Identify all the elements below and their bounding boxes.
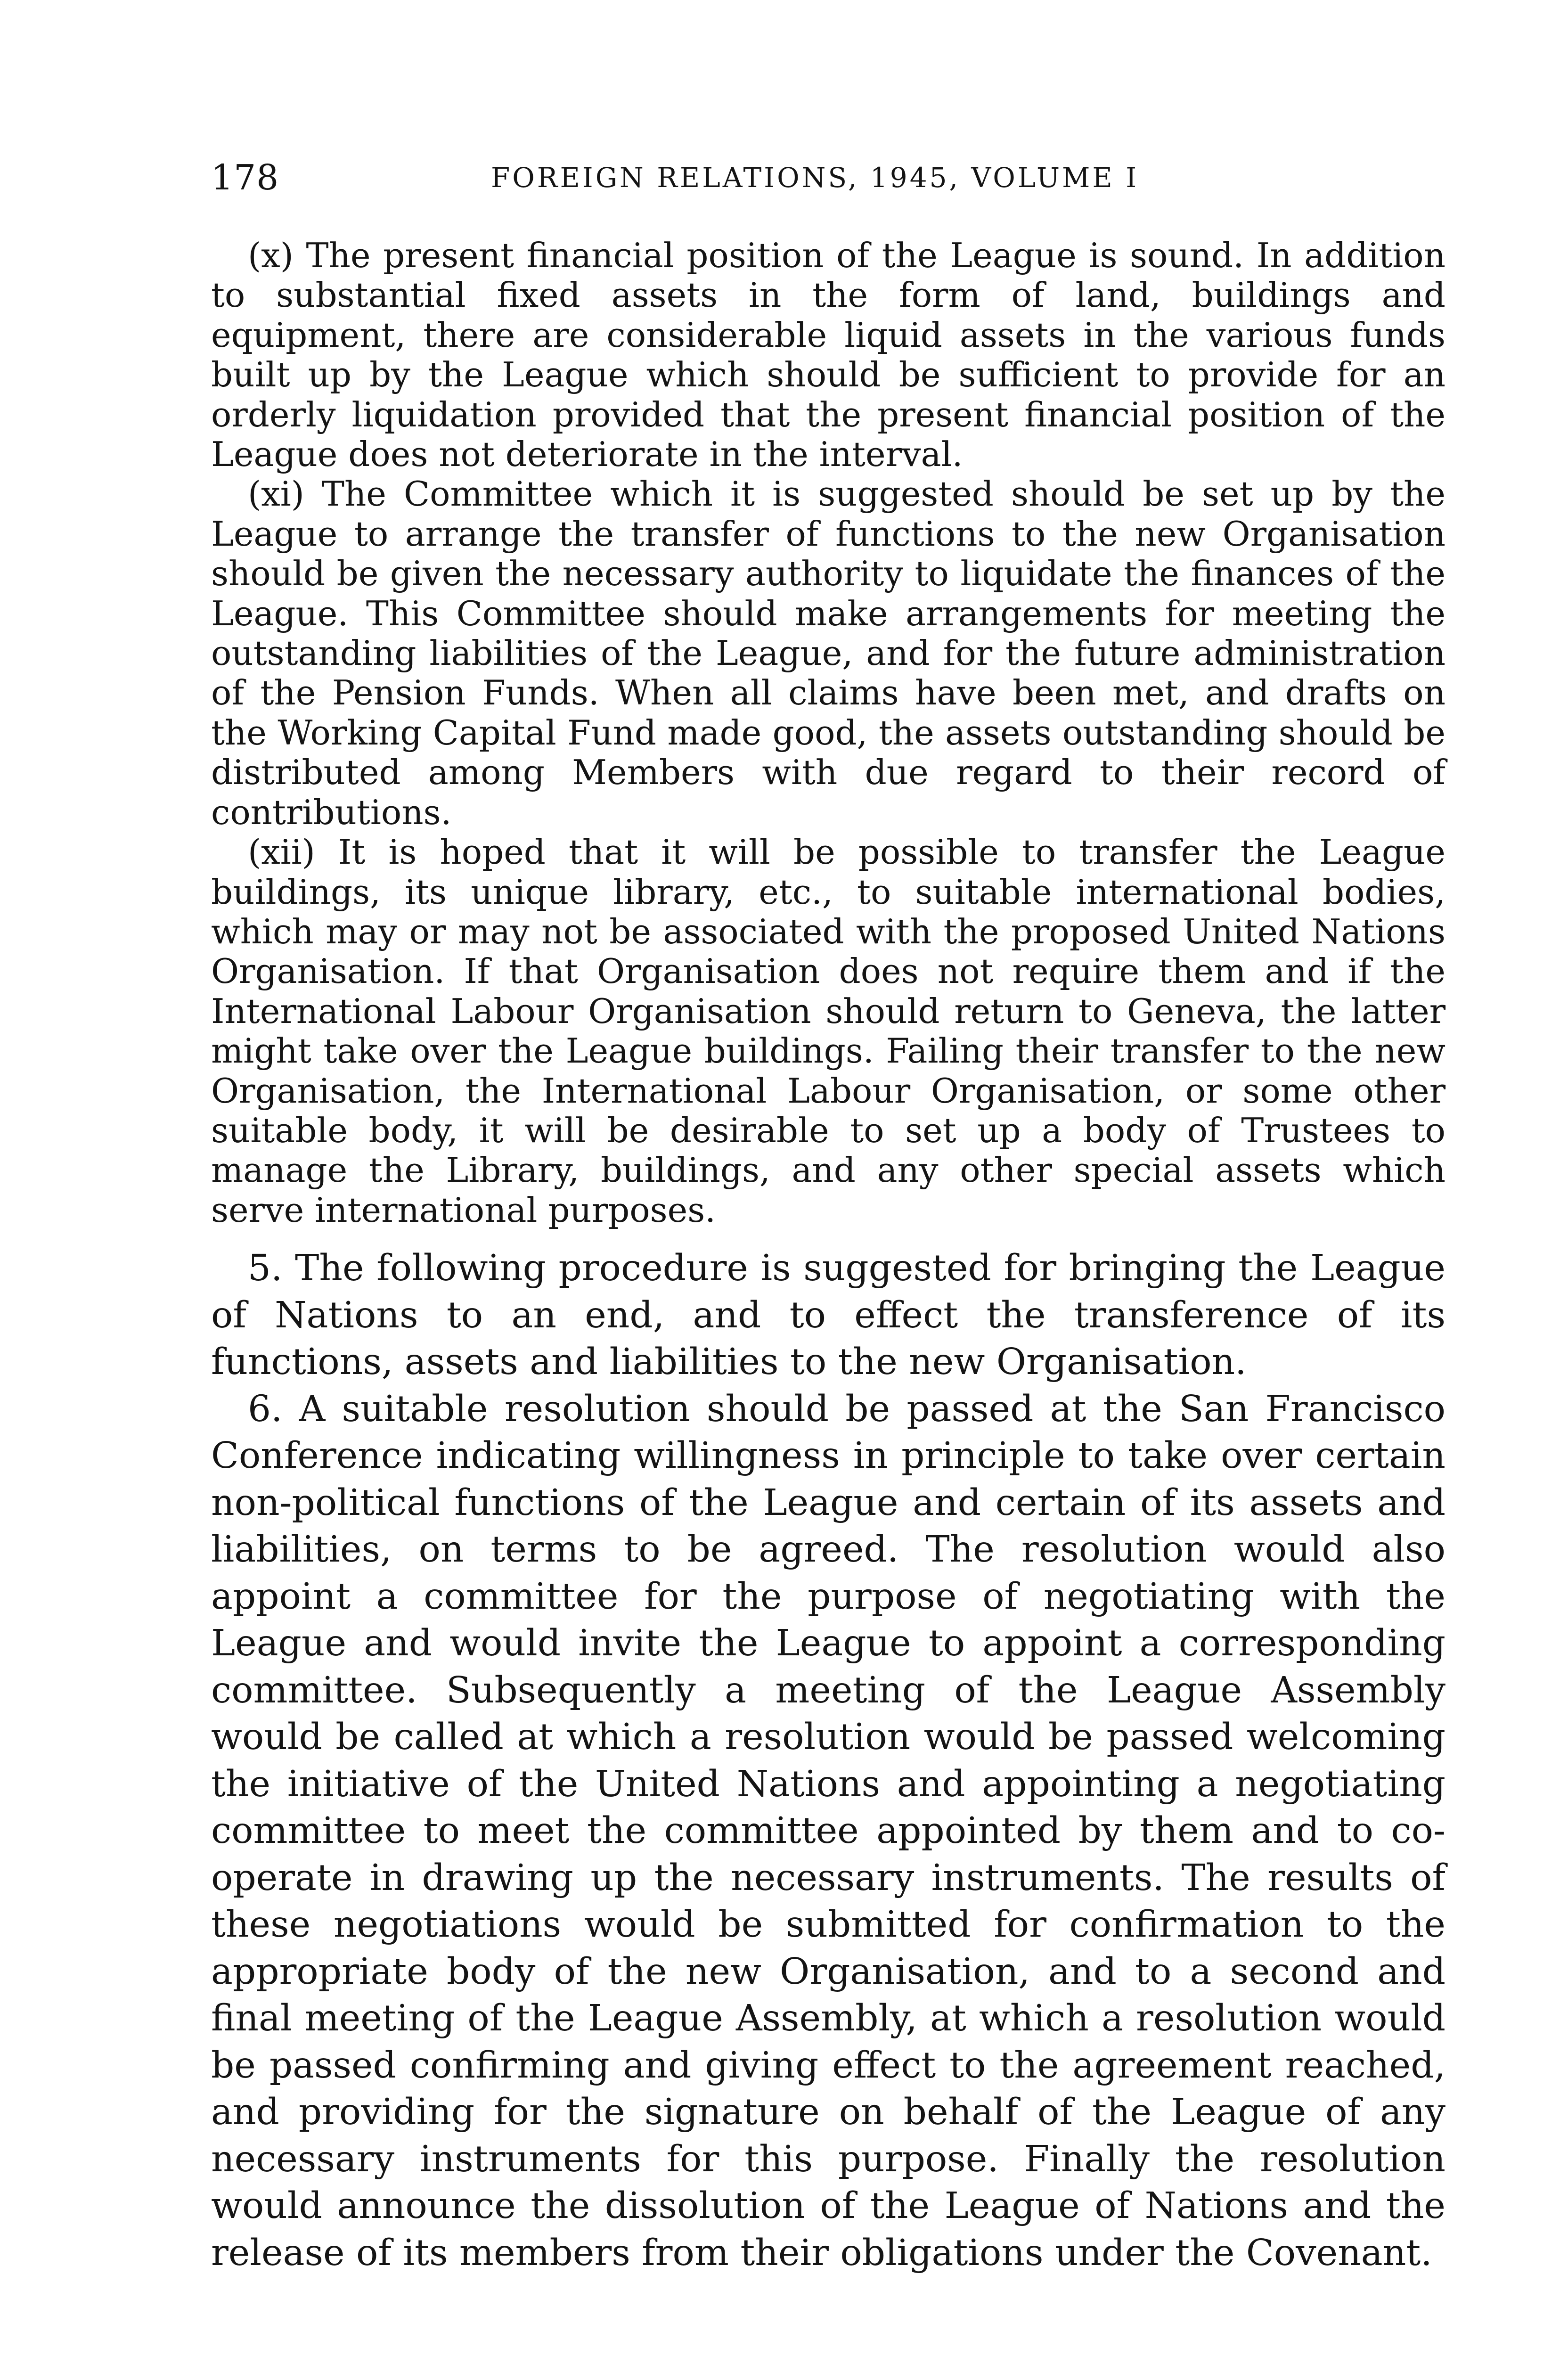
- page-header: [211, 152, 1455, 204]
- running-title: FOREIGN RELATIONS, 1945, VOLUME I: [491, 162, 1139, 194]
- paragraph-xi: (xi) The Committee which it is suggested should be set up by the League to arrange the transfer of functions to the new Organisation should be given the necessary authority to liquidate the finances of the League. This Committee should make arrangements for meeting the outstanding liabilities of the League, and for the future administration of the Pension Funds. When all claims have been met, and drafts on the Working Capital Fund made good, the assets outstanding should be distributed among Members with due regard to their record of contributions.: [211, 474, 1446, 832]
- small-print-section: [211, 236, 1446, 1230]
- paragraph-xii: (xii) It is hoped that it will be possible to transfer the League buildings, its unique library, etc., to suitable international bodies, which may or may not be associated with the proposed United Nations Organisation. If that Organisation does not require them and if the International Labour Organisation should return to Geneva, the latter might take over the League buildings. Failing their transfer to the new Organisation, the International Labour Organisation, or some other suitable body, it will be desirable to set up a body of Trustees to manage the Library, buildings, and any other special assets which serve international purposes.: [211, 832, 1446, 1230]
- paragraph-x: (x) The present financial position of the League is sound. In addition to substantial fixed assets in the form of land, buildings and equipment, there are considerable liquid assets in the various funds built up by the League which should be sufficient to provide for an orderly liquidation provided that the present financial position of the League does not deteriorate in the interval.: [211, 236, 1446, 474]
- page-number: 178: [211, 157, 279, 198]
- paragraph-6: 6. A suitable resolution should be passed at the San Francisco Conference indicating willingness in principle to take over certain non-political functions of the League and certain of its assets and liabilities, on terms to be agreed. The resolution would also appoint a committee for the purpose of negotiating with the League and would invite the League to appoint a corresponding committee. Subsequently a meeting of the League Assembly would be called at which a resolution would be passed welcoming the initiative of the United Nations and appointing a negotiating committee to meet the committee appointed by them and to co-operate in drawing up the necessary instruments. The results of these negotiations would be submitted for confirmation to the appropriate body of the new Organisation, and to a second and final meeting of the League Assembly, at which a resolution would be passed confirming and giving effect to the agreement reached, and providing for the signature on behalf of the League of any necessary instruments for this purpose. Finally the resolution would announce the dissolution of the League of Nations and the release of its members from their obligations under the Covenant.: [211, 1388, 1446, 2274]
- paragraph-5: 5. The following procedure is suggested for bringing the League of Nations to an end, and to effect the transference of its functions, assets and liabilities to the new Organisation.: [211, 1247, 1446, 1383]
- main-text-section: [211, 1245, 1446, 2276]
